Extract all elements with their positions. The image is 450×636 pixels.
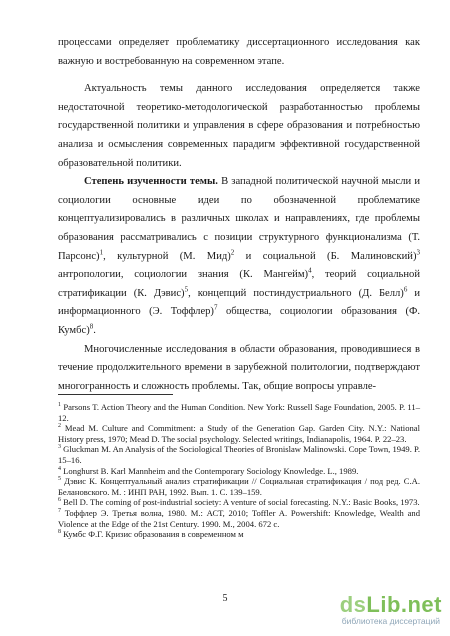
footnote-divider: [58, 394, 173, 395]
footnote-ref-8[interactable]: 8: [89, 322, 94, 331]
footnote-text: Gluckman M. An Analysis of the Sociological Theories of Bronislaw Malinowski. Cope Town, 1949. P. 15–16.: [58, 444, 420, 465]
footnote-6: [58, 497, 420, 508]
footnote-text: Mead M. Culture and Commitment: a Study of the Generation Gap. Garden City. N.Y.: National History press, 1970; Mead D. The social psychology. Selected writings, Indianapolis, 1964. P. 22–23.: [58, 423, 420, 444]
paragraph-3-text-b: , культурной (М. Мид): [103, 250, 231, 262]
paragraph-2: Актуальность темы данного исследования определяется также недостаточной теоретико-методологической разработанностью проблемы государственной политики и управления в сфере образования и потребностью анализа и осмысления современных парадигм эффективной государственной образовательной политики.: [58, 83, 420, 169]
footnote-num: 2: [58, 423, 61, 430]
footnote-num: 4: [58, 465, 61, 472]
page-number: 5: [222, 593, 228, 604]
paragraph-3-text-i: .: [93, 324, 96, 336]
paragraph-3-text-a: В западной политической научной мысли и социологии основные идеи по обозначенной проблематике концептуализировались в различных школах и направлениях, где проблемы образования рассматривались с позиции структурного функционализма (Т. Парсонс): [58, 176, 420, 262]
paragraph-1: процессами определяет проблематику диссертационного исследования как важную и востребованную на современном этапе.: [58, 37, 420, 67]
dslib-watermark[interactable]: [316, 594, 442, 628]
footnote-ref-5[interactable]: 5: [184, 285, 189, 294]
footnote-text: Longhurst B. Karl Mannheim and the Contemporary Sociology Knowledge. L., 1989.: [61, 465, 359, 476]
footnote-8: [58, 529, 420, 540]
paragraph-3-text-f: , концепций постиндустриального (Д. Белл): [188, 287, 404, 299]
footnote-text: Кумбс Ф.Г. Кризис образования в современном м: [61, 529, 244, 540]
logo-ds: ds: [339, 592, 367, 617]
footnote-ref-6[interactable]: 6: [403, 285, 408, 294]
logo-rest: Lib.net: [366, 592, 442, 617]
footnote-4: [58, 466, 420, 477]
footnote-ref-3[interactable]: 3: [416, 248, 420, 256]
footnote-2: [58, 423, 420, 444]
footnote-3: [58, 444, 420, 465]
footnote-ref-7[interactable]: 7: [213, 303, 218, 312]
footnote-num: 6: [58, 497, 61, 504]
dslib-subtitle: библиотека диссертаций: [341, 616, 440, 626]
footnote-num: 5: [58, 476, 61, 483]
paragraph-3-text-g: и информационного (Э. Тоффлер): [58, 287, 420, 318]
footnote-num: 7: [58, 508, 61, 515]
paragraph-3-text-c: и социальной (Б. Малиновский): [234, 250, 417, 262]
paragraph-3: [58, 173, 420, 340]
footnotes: [58, 402, 420, 540]
footnote-text: Тоффлер Э. Третья волна, 1980. М.: АСТ, 2010; Toffler A. Powershift: Knowledge, Wealth and Violence at the Edge of the 21st Century. 1990. M., 2004. 672 с.: [58, 507, 420, 529]
footnote-num: 3: [58, 444, 61, 451]
footnote-ref-4[interactable]: 4: [308, 266, 312, 275]
paragraph-3-text-e: , теорий социальной стратификации (К. Дэвис): [58, 269, 420, 299]
paragraph-3-text-d: антропологии, социологии знания (К. Мангейм): [58, 269, 309, 281]
footnote-ref-2[interactable]: 2: [230, 248, 235, 256]
footnote-text: Дэвис К. Концептуальный анализ стратификации // Социальная стратификация / под ред. С.А. Белановского. М. : ИНП РАН, 1992. Вып. 1. С. 139–159.: [58, 476, 420, 497]
section-heading: Степень изученности темы.: [84, 176, 218, 188]
main-text: [58, 34, 420, 396]
footnote-7: [58, 508, 420, 529]
footnote-ref-1[interactable]: 1: [99, 248, 104, 256]
paragraph-4: Многочисленные исследования в области образования, проводившиеся в течение продолжительного времени в зарубежной политологии, подтверждают многогранность и сложность проблемы. Так, общие вопросы управле-: [58, 343, 420, 392]
footnote-text: Bell D. The coming of post-industrial society: A venture of social forecasting. N.Y.: Basic Books, 1973.: [61, 497, 420, 508]
paragraph-3-text-h: общества, социологии образования (Ф. Кумбс): [58, 306, 420, 336]
footnote-text: Parsons T. Action Theory and the Human Condition. New York: Russell Sage Foundation, 2005. P. 11–12.: [58, 402, 420, 423]
footnote-num: 1: [58, 402, 61, 409]
footnote-5: [58, 476, 420, 497]
footnote-1: [58, 402, 420, 423]
footnote-num: 8: [58, 529, 61, 536]
dslib-logo: [340, 594, 442, 616]
